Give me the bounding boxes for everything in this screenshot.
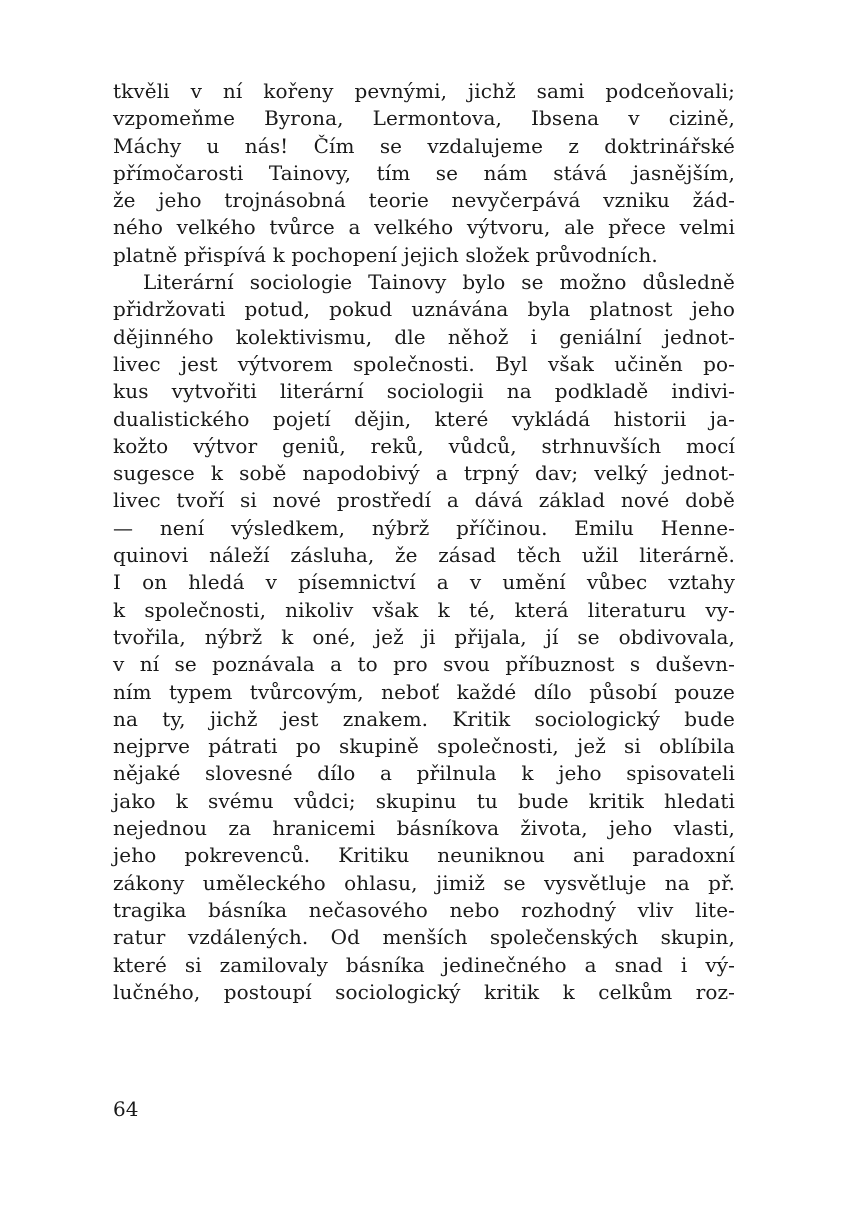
text-line: dualistického pojetí dějin, které vykládá historii ja-: [113, 406, 735, 431]
text-line: I on hledá v písemnictví a v umění vůbec vztahy: [113, 570, 735, 595]
text-line: nejprve pátrati po skupině společnosti, jež si oblíbila: [113, 734, 735, 759]
text-line: přidržovati potud, pokud uznávána byla platnost jeho: [113, 297, 735, 322]
text-line: platně přispívá k pochopení jejich složek průvodních.: [113, 242, 658, 267]
text-line: ného velkého tvůrce a velkého výtvoru, ale přece velmi: [113, 215, 735, 240]
text-line: tvořila, nýbrž k oné, jež ji přijala, jí se obdivovala,: [113, 624, 735, 649]
text-line: v ní se poznávala a to pro svou příbuznost s duševn-: [113, 652, 735, 677]
text-line: Máchy u nás! Čím se vzdalujeme z doktrinářské: [113, 133, 735, 158]
text-line: lučného, postoupí sociologický kritik k celkům roz-: [113, 979, 735, 1004]
text-line: nejednou za hranicemi básníkova života, jeho vlasti,: [113, 816, 735, 841]
text-line: nějaké slovesné dílo a přilnula k jeho spisovateli: [113, 761, 735, 786]
text-line: tragika básníka nečasového nebo rozhodný vliv lite-: [113, 897, 735, 922]
text-line: sugesce k sobě napodobivý a trpný dav; velký jednot-: [113, 461, 735, 486]
text-line: quinovi náleží zásluha, že zásad těch užil literárně.: [113, 543, 735, 568]
text-line: dějinného kolektivismu, dle něhož i geniální jednot-: [113, 324, 735, 349]
text-line: Literární sociologie Tainovy bylo se možno důsledně: [143, 270, 735, 295]
text-line: kus vytvořiti literární sociologii na podkladě indivi-: [113, 379, 735, 404]
text-line: ratur vzdálených. Od menších společenských skupin,: [113, 925, 735, 950]
page-number: 64: [113, 1097, 139, 1121]
text-line: zákony uměleckého ohlasu, jimiž se vysvětluje na př.: [113, 870, 735, 895]
text-line: jeho pokrevenců. Kritiku neuniknou ani paradoxní: [113, 843, 735, 868]
text-line: ním typem tvůrcovým, neboť každé dílo působí pouze: [113, 679, 735, 704]
text-line: — není výsledkem, nýbrž příčinou. Emilu Henne-: [113, 515, 735, 540]
text-line: jako k svému vůdci; skupinu tu bude kritik hledati: [113, 788, 735, 813]
text-line: kožto výtvor geniů, reků, vůdců, strhnuvších mocí: [113, 433, 735, 458]
body-text: [113, 78, 735, 1006]
text-line: tkvěli v ní kořeny pevnými, jichž sami podceňovali;: [113, 79, 735, 103]
text-line: že jeho trojnásobná teorie nevyčerpává vzniku žád-: [113, 188, 735, 213]
text-line: které si zamilovaly básníka jedinečného a snad i vý-: [113, 952, 735, 977]
text-line: na ty, jichž jest znakem. Kritik sociologický bude: [113, 706, 735, 731]
text-line: livec tvoří si nové prostředí a dává základ nové době: [113, 488, 735, 513]
text-line: k společnosti, nikoliv však k té, která literaturu vy-: [113, 597, 735, 622]
text-line: přímočarosti Tainovy, tím se nám stává jasnějším,: [113, 160, 735, 185]
text-line: vzpomeňme Byrona, Lermontova, Ibsena v cizině,: [113, 106, 735, 131]
text-line: livec jest výtvorem společnosti. Byl však učiněn po-: [113, 351, 735, 376]
